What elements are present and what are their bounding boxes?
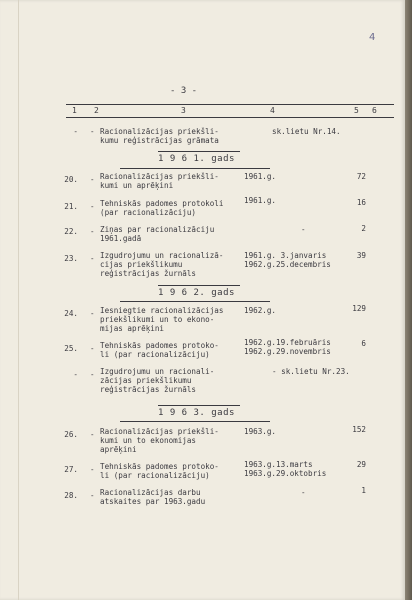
column-4-label: 4 xyxy=(270,106,275,115)
entry-dash: - xyxy=(90,370,95,379)
entry-sheet-count: 39 xyxy=(356,251,366,260)
entry-title-line: Racionalizācijas priekšli- xyxy=(100,427,219,436)
column-6-label: 6 xyxy=(372,106,377,115)
entry-title-line: li (par racionalizāciju) xyxy=(100,350,210,359)
entry-title-line: Izgudrojumu un racionalizā- xyxy=(100,251,224,260)
entry-dash: - xyxy=(90,175,95,184)
entry-number: 23. xyxy=(64,254,78,263)
year-rule-top xyxy=(158,285,240,286)
entry-dash: - xyxy=(90,344,95,353)
entry-title-line: kumi un aprēķini xyxy=(100,181,174,190)
entry-date: sk.lietu Nr.14. xyxy=(272,127,341,136)
entry-sheet-count: 129 xyxy=(352,304,366,313)
entry-number: 26. xyxy=(64,430,78,439)
entry-title-line: mijas aprēķini xyxy=(100,324,165,333)
entry-dash: - xyxy=(90,227,95,236)
entry-date: 1962.g.25.decembris xyxy=(244,260,331,269)
entry-number: 27. xyxy=(64,465,78,474)
entry-number: 20. xyxy=(64,175,78,184)
entry-sheet-count: 2 xyxy=(361,224,366,233)
entry-title-line: atskaites par 1963.gadu xyxy=(100,497,206,506)
entry-dash: - xyxy=(90,309,95,318)
page-number: - 3 - xyxy=(170,86,198,96)
year-rule-bottom xyxy=(120,421,270,422)
entry-title-line: Tehniskās padomes protoko- xyxy=(100,341,219,350)
column-2-label: 2 xyxy=(94,106,99,115)
entry-dash: - xyxy=(90,127,95,136)
entry-title-line: Izgudrojumu un racionali- xyxy=(100,367,215,376)
entry-date: 1962.g. xyxy=(244,306,277,315)
entry-title-line: Racionalizācijas priekšli- xyxy=(100,127,219,136)
column-3-label: 3 xyxy=(181,106,186,115)
entry-dash: - xyxy=(90,430,95,439)
column-1-label: 1 xyxy=(72,106,77,115)
entry-sheet-count: 152 xyxy=(352,425,366,434)
entry-title-line: priekšlikumi un to ekono- xyxy=(100,315,215,324)
entry-sheet-count: 16 xyxy=(356,198,366,207)
entry-title-line: Racionalizācijas darbu xyxy=(100,488,201,497)
entry-number: 21. xyxy=(64,202,78,211)
column-5-label: 5 xyxy=(354,106,359,115)
entry-date: 1962.g.19.februāris xyxy=(244,338,331,347)
archive-page-mark: 4 xyxy=(369,32,376,43)
entry-title-line: Tehniskās padomes protoko- xyxy=(100,462,219,471)
entry-title-line: Tehniskās padomes protokoli xyxy=(100,199,224,208)
entry-date: 1963.g. xyxy=(244,427,277,436)
year-heading: 1 9 6 2. gads xyxy=(158,288,235,298)
entry-title-line: reģistrācijas žurnāls xyxy=(100,385,197,394)
entry-title-line: 1961.gadā xyxy=(100,234,142,243)
entry-date: 1962.g.29.novembris xyxy=(244,347,331,356)
entry-title-line: zācijas priekšlikumu xyxy=(100,376,192,385)
entry-title-line: kumu reģistrācijas grāmata xyxy=(100,136,219,145)
entry-dash: - xyxy=(90,202,95,211)
binding-margin xyxy=(18,0,19,600)
column-header xyxy=(66,104,394,118)
entry-sheet-count: 1 xyxy=(361,486,366,495)
year-rule-bottom xyxy=(120,168,270,169)
entry-sheet-count: 6 xyxy=(361,339,366,348)
entry-title-line: reģistrācijas žurnāls xyxy=(100,269,197,278)
entry-date: 1961.g. xyxy=(244,172,277,181)
entry-title-line: Ziņas par racionalizāciju xyxy=(100,225,215,234)
entry-title-line: Racionalizācijas priekšli- xyxy=(100,172,219,181)
entry-dash: - xyxy=(90,465,95,474)
entry-number: - xyxy=(73,370,78,379)
entry-date: - xyxy=(301,488,306,497)
entry-title-line: aprēķini xyxy=(100,445,137,454)
year-rule-top xyxy=(158,405,240,406)
entry-sheet-count: 72 xyxy=(356,172,366,181)
entry-date: 1963.g.29.oktobris xyxy=(244,469,327,478)
entry-number: 22. xyxy=(64,227,78,236)
entry-title-line: kumi un to ekonomijas xyxy=(100,436,197,445)
entry-date: - sk.lietu Nr.23. xyxy=(272,367,350,376)
entry-title-line: Iesniegtie racionalizācijas xyxy=(100,306,224,315)
entry-title-line: (par racionalizāciju) xyxy=(100,208,197,217)
entry-date: 1961.g. 3.janvaris xyxy=(244,251,327,260)
year-rule-bottom xyxy=(120,301,270,302)
year-heading: 1 9 6 1. gads xyxy=(158,154,235,164)
entry-sheet-count: 29 xyxy=(356,460,366,469)
year-rule-top xyxy=(158,151,240,152)
entry-title-line: cijas priekšlikumu xyxy=(100,260,183,269)
entry-date: - xyxy=(301,225,306,234)
entry-number: 28. xyxy=(64,491,78,500)
entry-number: - xyxy=(73,127,78,136)
year-heading: 1 9 6 3. gads xyxy=(158,408,235,418)
entry-date: 1961.g. xyxy=(244,196,277,205)
entry-date: 1963.g.13.marts xyxy=(244,460,313,469)
entry-title-line: li (par racionalizāciju) xyxy=(100,471,210,480)
entry-number: 24. xyxy=(64,309,78,318)
entry-dash: - xyxy=(90,491,95,500)
entry-dash: - xyxy=(90,254,95,263)
page-edge-shadow xyxy=(405,0,412,600)
entry-number: 25. xyxy=(64,344,78,353)
